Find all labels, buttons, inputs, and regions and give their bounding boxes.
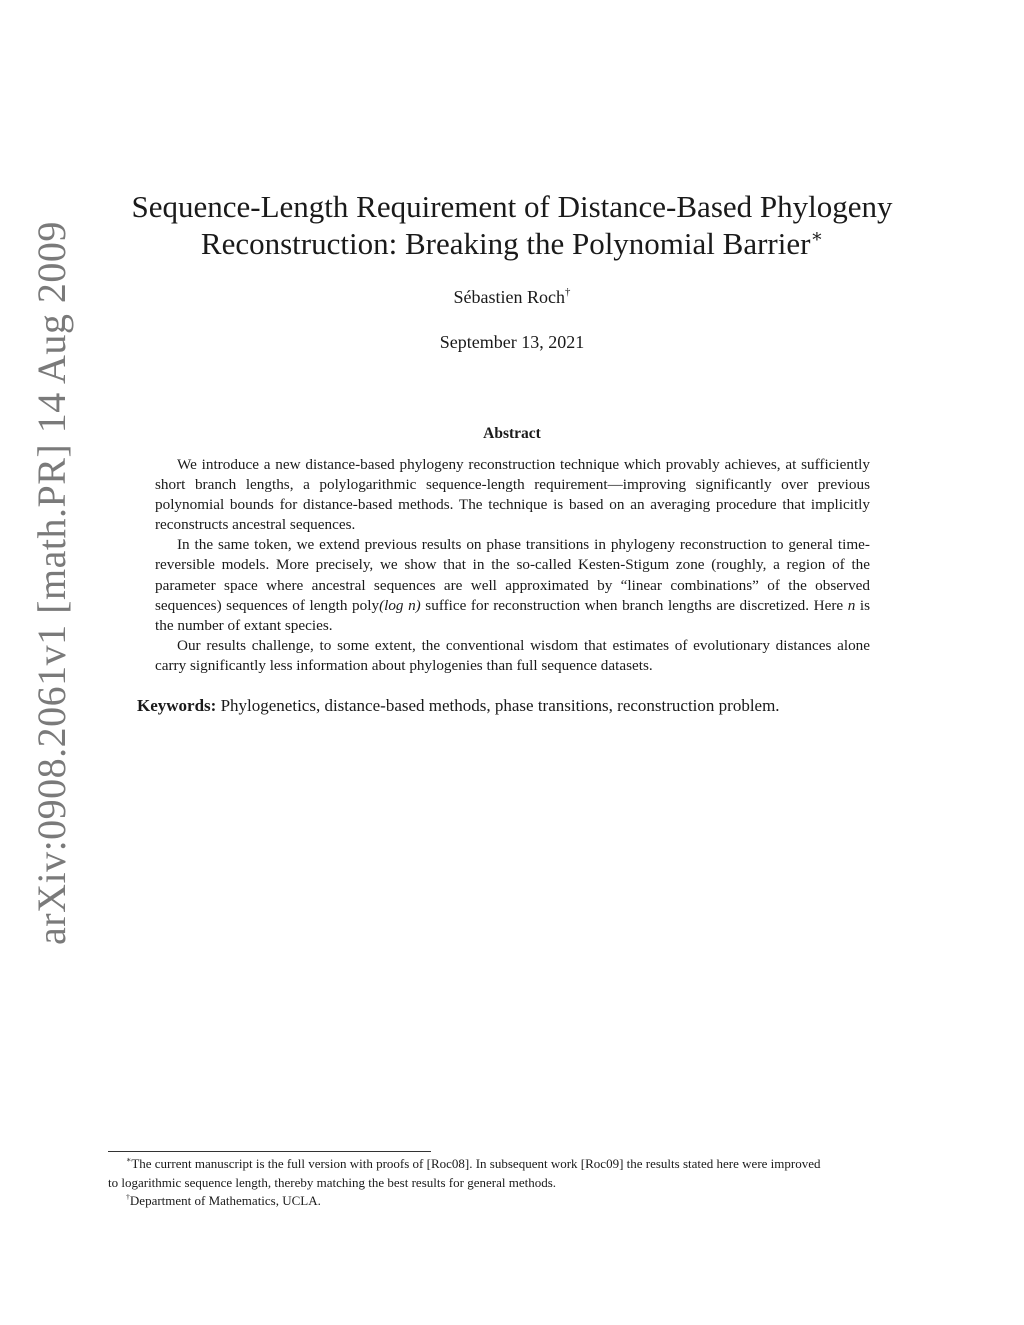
abstract-body (155, 455, 870, 676)
paper-title (110, 188, 914, 262)
author (0, 287, 1024, 308)
author-name: Sébastien Roch (453, 287, 566, 307)
author-footnote-mark: † (565, 286, 571, 299)
abstract-p2-text-a: In the same token, we extend previous results on phase transitions in phylogeny reconstruction to general time-reversible models. More precisely, we show that in the so-called Kesten-Stigum zone (roughly, a region of the parameter space where ancestral sequences are well approximated by “linear combinations” of the observed sequences) sequences of length poly (155, 536, 870, 614)
arxiv-identifier: arXiv:0908.2061v1 [math.PR] 14 Aug 2009 (29, 221, 74, 945)
abstract-p2-math-n: n (847, 596, 856, 614)
abstract-p2-math-logn: (log n) (379, 596, 421, 614)
footnotes (108, 1155, 920, 1211)
footnote-1-text: The current manuscript is the full version with proofs of [Roc08]. In subsequent work [Roc09] the results stated here were improved (131, 1156, 821, 1171)
abstract-paragraph-1: We introduce a new distance-based phylogeny reconstruction technique which provably achieves, at sufficiently short branch lengths, a polylogarithmic sequence-length requirement—improving significantly over previous polynomial bounds for distance-based methods. The technique is based on an averaging procedure that implicitly reconstructs ancestral sequences. (155, 456, 870, 534)
title-line-1: Sequence-Length Requirement of Distance-Based Phylogeny (131, 189, 893, 224)
abstract-heading: Abstract (483, 425, 541, 442)
footnote-rule (108, 1151, 431, 1152)
abstract-p2-text-c: is the number of extant species. (155, 596, 871, 634)
date: September 13, 2021 (439, 332, 585, 352)
abstract-paragraph-3: Our results challenge, to some extent, the conventional wisdom that estimates of evolutionary distances alone carry significantly less information about phylogenies than full sequence datasets. (155, 636, 870, 674)
footnote-1-line-2: to logarithmic sequence length, thereby matching the best results for general methods. (108, 1174, 557, 1190)
title-line-2 (110, 225, 914, 262)
footnote-2-text: Department of Mathematics, UCLA. (129, 1193, 321, 1208)
title-footnote-mark: ∗ (810, 225, 824, 247)
footnote-1-line-1 (108, 1155, 920, 1174)
abstract-paragraph-2 (155, 535, 870, 635)
keywords (137, 696, 897, 716)
footnote-1-mark: ∗ (126, 1155, 132, 1165)
keywords-text: Phylogenetics, distance-based methods, phase transitions, reconstruction problem. (216, 696, 780, 715)
abstract-p2-text-b: suffice for reconstruction when branch lengths are discretized. Here (420, 596, 848, 614)
footnote-2-mark: † (126, 1192, 130, 1202)
title-line-2-text: Reconstruction: Breaking the Polynomial Barrier (200, 226, 811, 261)
keywords-label: Keywords: (137, 696, 217, 715)
footnote-2 (108, 1192, 920, 1211)
